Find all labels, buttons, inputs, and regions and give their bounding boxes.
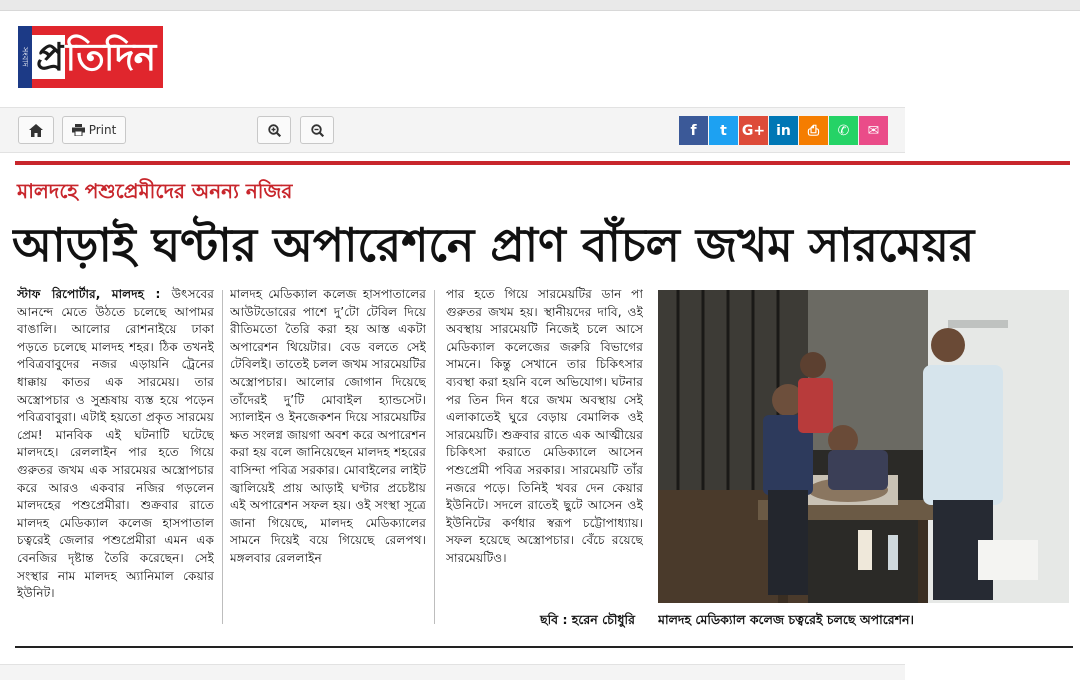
footer-rule bbox=[15, 646, 1073, 648]
print-share-share-button[interactable] bbox=[799, 116, 828, 145]
zoom-in-icon bbox=[268, 124, 281, 137]
zoom-out-button[interactable] bbox=[300, 116, 334, 144]
article-byline: স্টাফ রিপোর্টার, মালদহ : bbox=[17, 287, 161, 301]
article-column-2 bbox=[230, 286, 426, 628]
article-toolbar bbox=[0, 107, 905, 153]
browser-top-strip bbox=[0, 0, 1080, 11]
print-button[interactable] bbox=[62, 116, 126, 144]
bottom-toolbar bbox=[0, 664, 905, 680]
article-column-3 bbox=[446, 286, 643, 628]
print-share-icon: ⎙ bbox=[807, 122, 820, 139]
whatsapp-share-button[interactable] bbox=[829, 116, 858, 145]
header-rule bbox=[15, 161, 1070, 165]
facebook-share-button[interactable] bbox=[679, 116, 708, 145]
logo-wordmark bbox=[32, 26, 163, 88]
linkedin-share-button[interactable] bbox=[769, 116, 798, 145]
article-column-1 bbox=[17, 286, 214, 628]
logo-prefix: প্র bbox=[32, 35, 65, 79]
print-label: Print bbox=[88, 123, 117, 137]
column-divider bbox=[434, 290, 435, 624]
zoom-out-icon bbox=[311, 124, 324, 137]
facebook-icon: f bbox=[690, 122, 697, 139]
printer-icon bbox=[72, 124, 85, 136]
article-photo[interactable] bbox=[658, 290, 1069, 603]
article-kicker: মালদহে পশুপ্রেমীদের অনন্য নজির bbox=[17, 179, 293, 203]
photo-caption: মালদহ মেডিক্যাল কলেজ চত্বরেই চলছে অপারেশন। bbox=[658, 612, 914, 627]
zoom-in-button[interactable] bbox=[257, 116, 291, 144]
column-1-text: উৎসবের আনন্দে মেতে উঠতে চলেছে আপামর বাঙালি। আলোর রোশনাইয়ে ঢাকা পড়তে চলেছে মালদহ শহর। ঠিক তখনই পবিত্রবাবুদের নজর এড়ায়নি ট্রেনের ধাক্কায় কাতর এক সারমেয়। তার অস্ত্রোপচার ও সুশ্রূষায় ব্যস্ত হয়ে পড়েন পবিত্রবাবুরা। এটাই হয়তো প্রকৃত সারমেয় প্রেম! মানবিক এই ঘটনাটি ঘটেছে মালদহে। রেললাইন পার হতে গিয়ে গুরুতর জখম এক সারমেয়র অস্ত্রোপচার করে আরও একবার নজির গড়লেন মালদহের পশুপ্রেমীরা। শুক্রবার রাতে মালদহ মেডিক্যাল কলেজ হাসপাতাল চত্বরেই জেলার পশুপ্রেমীরা এমন এক বেনজির দৃষ্টান্ত তৈরি করেছেন। সেই সংস্থার নাম মালদহ অ্যানিমাল কেয়ার ইউনিট। bbox=[17, 287, 214, 601]
operation-scene-image bbox=[658, 290, 1069, 603]
column-divider bbox=[222, 290, 223, 624]
photo-credit: ছবি : হরেন চৌধুরি bbox=[540, 612, 635, 627]
logo-name: তিদিন bbox=[65, 35, 156, 79]
home-button[interactable] bbox=[18, 116, 54, 144]
google-plus-icon: G+ bbox=[741, 122, 766, 139]
column-3-text: পার হতে গিয়ে সারমেয়টির ডান পা গুরুতর জখম হয়। স্থানীয়দের দাবি, ওই অবস্থায় সারমেয়টি নিজেই চলে আসে মেডিক্যাল কলেজের জরুরি বিভাগের সামনে। কিন্তু সেখানে তার চিকিৎসার ব্যবস্থা করা হয়নি বলে অভিযোগ। ঘটনার পর তিন দিন ধরে জখম অবস্থায় সেই এলাকাতেই ঘুরে বেড়ায় বেমালিক ওই সারমেয়টি। শুক্রবার রাতে এক আত্মীয়ের চিকিৎসা করাতে মেডিক্যালে আসেন পশুপ্রেমী পবিত্র সরকার। সারমেয়টি তাঁর নজরে পড়ে। তিনিই খবর দেন কেয়ার ইউনিটে। সদলে রাতেই ছুটে আসেন ওই ইউনিটের কর্ণধার স্বরূপ চট্টোপাধ্যায়। সফল হয়েছে অস্ত্রোপচার। বেঁচে রয়েছে সারমেয়টিও। bbox=[446, 287, 643, 565]
twitter-icon: t bbox=[720, 122, 727, 139]
email-icon: ✉ bbox=[867, 122, 880, 139]
google-plus-share-button[interactable] bbox=[739, 116, 768, 145]
linkedin-icon: in bbox=[776, 122, 791, 139]
twitter-share-button[interactable] bbox=[709, 116, 738, 145]
home-icon bbox=[29, 124, 43, 137]
whatsapp-icon: ✆ bbox=[837, 122, 850, 139]
newspaper-logo[interactable] bbox=[18, 26, 163, 88]
article-headline: আড়াই ঘণ্টার অপারেশনে প্রাণ বাঁচল জখম সারমেয়র bbox=[12, 218, 975, 272]
email-share-button[interactable] bbox=[859, 116, 888, 145]
logo-side-label: সংবাদ bbox=[18, 26, 32, 88]
column-2-text: মালদহ মেডিক্যাল কলেজ হাসপাতালের আউটডোরের পাশে দু’টো টেবিল দিয়ে রীতিমতো তৈরি করা হয় আস্ত একটা অপারেশন থিয়েটার। বেড বলতে সেই টেবিলই। তাতেই চলল জখম সারমেয়টির অস্ত্রোপচার। আলোর জোগান দিয়েছে তাঁদেরই দু’টি মোবাইল হ্যান্ডসেট। স্যালাইন ও ইনজেকশন দিয়ে সারমেয়টির ক্ষত সংলগ্ন জায়গা অবশ করে অপারেশন করা হয় বলে জানিয়েছেন মালদহ শহরের বাসিন্দা পবিত্র সরকার। মোবাইলের লাইট জ্বালিয়েই প্রায় আড়াই ঘণ্টার প্রচেষ্টায় এই অপারেশন সফল হয়। ওই সংস্থা সূত্রে জানা গিয়েছে, মালদহ মেডিক্যালের সামনে দিয়েই বয়ে গিয়েছে রেলপথ। মঙ্গলবার রেললাইন bbox=[230, 287, 426, 565]
